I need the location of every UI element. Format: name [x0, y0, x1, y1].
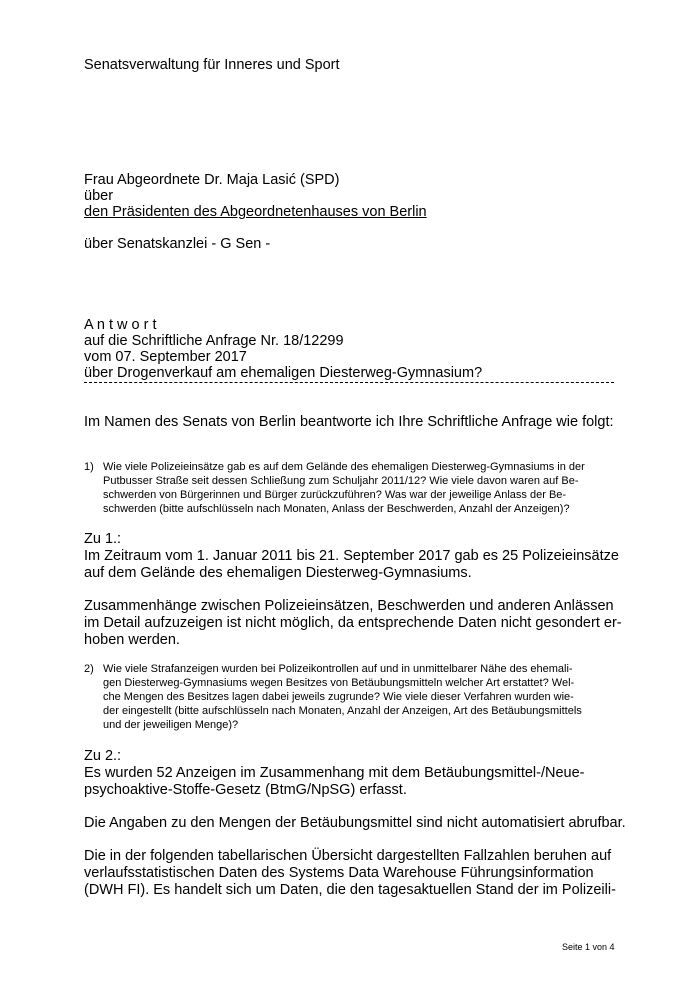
question-2-line: gen Diesterweg-Gymnasiums wegen Besitzes von Betäubungsmitteln welcher Art erstattet? Wel- [103, 677, 575, 689]
answer-1-heading: Zu 1.: [84, 531, 122, 547]
separator-line [84, 382, 614, 383]
question-1-line: schwerden (bitte aufschlüsseln nach Monaten, Anlass der Beschwerden, Anzahl der Anzeigen)? [103, 503, 570, 515]
answer-2-text: Die Angaben zu den Mengen der Betäubungsmittel sind nicht automatisiert abrufbar. [84, 815, 626, 831]
answer-1-text: im Detail aufzuzeigen ist nicht möglich, da entsprechende Daten nicht gesondert er- [84, 615, 622, 631]
department-header: Senatsverwaltung für Inneres und Sport [84, 57, 340, 73]
antwort-label: A n t w o r t [84, 317, 157, 333]
subject-line-3: über Drogenverkauf am ehemaligen Diesterweg-Gymnasium? [84, 365, 483, 381]
subject-line-1: auf die Schriftliche Anfrage Nr. 18/12299 [84, 333, 344, 349]
answer-2-heading: Zu 2.: [84, 748, 122, 764]
question-1-line: Putbusser Straße seit dessen Schließung zum Schuljahr 2011/12? Wie viele davon waren auf Be- [103, 475, 579, 487]
question-2-line: der eingestellt (bitte aufschlüsseln nach Monaten, Anzahl der Anzeigen, Art des Betäubungsmittels [103, 705, 582, 717]
via-president: den Präsidenten des Abgeordnetenhauses von Berlin [84, 204, 427, 220]
question-2-number: 2) [84, 663, 94, 675]
answer-2-text: (DWH FI). Es handelt sich um Daten, die den tagesaktuellen Stand der im Polizeili- [84, 882, 616, 898]
via-label: über [84, 188, 114, 204]
answer-2-text: Die in der folgenden tabellarischen Übersicht dargestellten Fallzahlen beruhen auf [84, 848, 612, 864]
question-2-line: und der jeweiligen Menge)? [103, 719, 239, 731]
answer-1-text: Im Zeitraum vom 1. Januar 2011 bis 21. September 2017 gab es 25 Polizeieinsätze [84, 548, 619, 564]
answer-1-text: auf dem Gelände des ehemaligen Diesterweg-Gymnasiums. [84, 565, 472, 581]
question-1-line: schwerden von Bürgerinnen und Bürger zurückzuführen? Was war der jeweilige Anlass der Be- [103, 489, 567, 501]
question-1-line: Wie viele Polizeieinsätze gab es auf dem Gelände des ehemaligen Diesterweg-Gymnasiums in der [103, 461, 585, 473]
question-2-line: che Mengen des Besitzes lagen dabei jeweils zugrunde? Wie viele dieser Verfahren wurden wie- [103, 691, 574, 703]
via-senatskanzlei: über Senatskanzlei - G Sen - [84, 236, 271, 252]
answer-2-text: psychoaktive-Stoffe-Gesetz (BtmG/NpSG) erfasst. [84, 782, 407, 798]
recipient: Frau Abgeordnete Dr. Maja Lasić (SPD) [84, 172, 340, 188]
answer-2-text: verlaufsstatistischen Daten des Systems Data Warehouse Führungsinformation [84, 865, 594, 881]
page-number: Seite 1 von 4 [562, 942, 615, 952]
intro-text: Im Namen des Senats von Berlin beantworte ich Ihre Schriftliche Anfrage wie folgt: [84, 414, 614, 430]
answer-2-text: Es wurden 52 Anzeigen im Zusammenhang mit dem Betäubungsmittel-/Neue- [84, 765, 585, 781]
question-1-number: 1) [84, 461, 94, 473]
answer-1-text: Zusammenhänge zwischen Polizeieinsätzen, Beschwerden und anderen Anlässen [84, 598, 614, 614]
question-2-line: Wie viele Strafanzeigen wurden bei Polizeikontrollen auf und in unmittelbarer Nähe des ehemali- [103, 663, 573, 675]
subject-line-2: vom 07. September 2017 [84, 349, 247, 365]
answer-1-text: hoben werden. [84, 632, 180, 648]
